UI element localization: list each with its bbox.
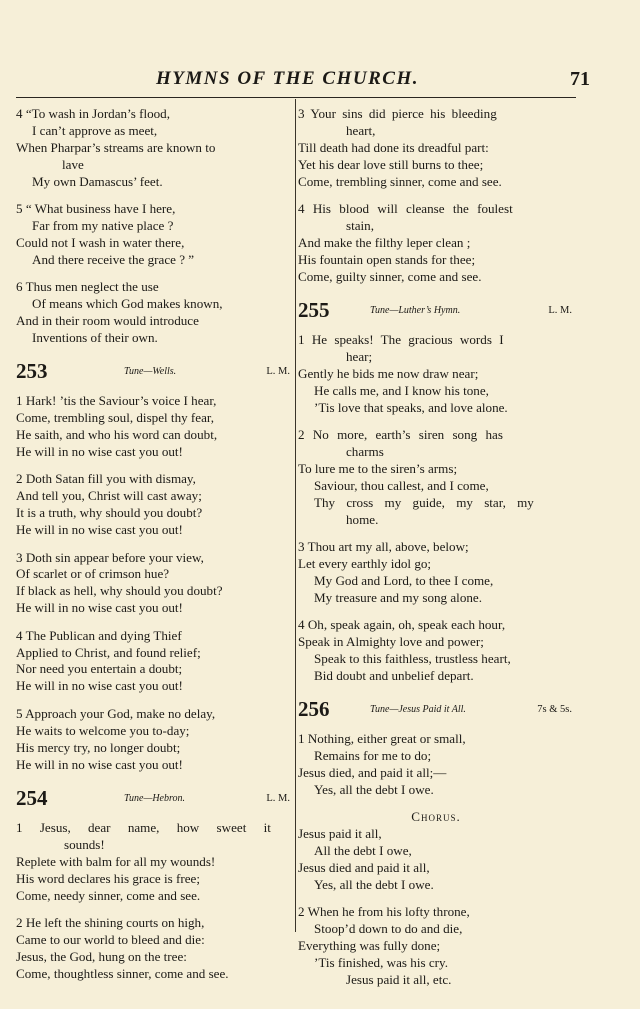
running-title: HYMNS OF THE CHURCH. <box>156 68 419 89</box>
left-column <box>16 106 292 993</box>
verse-line: 5 “ What business have I here, <box>16 201 176 217</box>
verse-line: home. <box>346 511 379 527</box>
stanza <box>16 550 292 618</box>
verse-line: Jesus paid it all, etc. <box>346 972 452 988</box>
stanza <box>16 706 292 774</box>
hymn-header-255 <box>298 296 574 326</box>
verse-line: Come, guilty sinner, come and see. <box>298 268 482 284</box>
verse-line: 4 The Publican and dying Thief <box>16 627 182 643</box>
stanza <box>298 731 574 799</box>
verse-line: Of means which God makes known, <box>32 296 223 312</box>
verse-line: And there receive the grace ? ” <box>32 251 195 267</box>
verse-line: 2 When he from his lofty throne, <box>298 904 470 920</box>
verse-line: Gently he bids me now draw near; <box>298 365 479 381</box>
verse-line: Jesus, the God, hung on the tree: <box>16 948 187 964</box>
verse-line: He will in no wise cast you out! <box>16 678 183 694</box>
verse-line: Let every earthly idol go; <box>298 555 432 571</box>
verse-line: lave <box>62 156 84 172</box>
page-header <box>16 68 590 94</box>
meter: L. M. <box>548 305 572 317</box>
verse-line: sounds! <box>64 836 105 852</box>
hymn-number: 255 <box>298 298 330 323</box>
verse-line: Of scarlet or of crimson hue? <box>16 566 170 582</box>
stanza <box>16 201 292 269</box>
verse-line: And make the filthy leper clean ; <box>298 234 471 250</box>
verse-line: hear; <box>346 348 373 364</box>
stanza <box>16 915 292 983</box>
verse-line: When Pharpar’s streams are known to <box>16 139 216 155</box>
stanza <box>16 820 292 905</box>
tune-name: Tune—Hebron. <box>124 792 186 804</box>
verse-line: Inventions of their own. <box>32 329 158 345</box>
stanza <box>16 628 292 696</box>
verse-line: He waits to welcome you to-day; <box>16 722 190 738</box>
verse-line: Yes, all the debt I owe. <box>314 782 434 797</box>
verse-line: Far from my native place ? <box>32 217 174 233</box>
verse-line: Bid doubt and unbelief depart. <box>314 667 474 683</box>
verse-line: Jesus died and paid it all, <box>298 860 430 876</box>
verse-line: His mercy try, no longer doubt; <box>16 739 181 755</box>
verse-line: It is a truth, why should you doubt? <box>16 505 203 521</box>
verse-line: Speak to this faithless, trustless heart, <box>314 650 511 666</box>
verse-line: His fountain open stands for thee; <box>298 251 476 267</box>
verse-line: 1 He speaks! The gracious words I <box>298 332 504 348</box>
meter: L. M. <box>266 366 290 378</box>
verse-line: My own Damascus’ feet. <box>32 173 163 189</box>
verse-line: 2 Doth Satan fill you with dismay, <box>16 471 196 487</box>
verse-line: Stoop’d down to do and die, <box>314 921 463 937</box>
verse-line: Replete with balm for all my wounds! <box>16 853 216 869</box>
verse-line: Come, needy sinner, come and see. <box>16 887 201 903</box>
verse-line: stain, <box>346 217 375 233</box>
stanza <box>16 106 292 191</box>
verse-line: 4 His blood will cleanse the foulest <box>298 201 513 217</box>
verse-line: 2 No more, earth’s siren song has <box>298 427 503 443</box>
verse-line: I can’t approve as meet, <box>32 122 158 138</box>
verse-line: Come, trembling soul, dispel thy fear, <box>16 410 215 426</box>
stanza <box>298 539 574 607</box>
verse-line: Saviour, thou callest, and I come, <box>314 477 489 493</box>
verse-line: Jesus paid it all, <box>298 826 382 842</box>
verse-line: Yet his dear love still burns to thee; <box>298 156 484 172</box>
verse-line: heart, <box>346 122 376 138</box>
verse-line: 3 Thou art my all, above, below; <box>298 539 469 555</box>
verse-line: 6 Thus men neglect the use <box>16 279 159 295</box>
verse-line: Could not I wash in water there, <box>16 234 185 250</box>
verse-line: Jesus died, and paid it all;— <box>298 765 447 781</box>
meter: L. M. <box>266 792 290 804</box>
page-number: 71 <box>570 68 590 90</box>
hymn-header-254 <box>16 784 292 814</box>
stanza <box>298 332 574 417</box>
verse-line: My treasure and my song alone. <box>314 589 482 605</box>
meter: 7s & 5s. <box>537 704 572 716</box>
stanza <box>298 106 574 191</box>
verse-line: 1 Nothing, either great or small, <box>298 731 466 747</box>
verse-line: Came to our world to bleed and die: <box>16 931 205 947</box>
verse-line: Thy cross my guide, my star, my <box>314 494 534 510</box>
verse-line: He calls me, and I know his tone, <box>314 382 489 398</box>
stanza <box>298 427 574 528</box>
hymn-number: 254 <box>16 785 48 810</box>
verse-line: Nor need you entertain a doubt; <box>16 661 183 677</box>
verse-line: To lure me to the siren’s arms; <box>298 460 458 476</box>
verse-line: 1 Hark! ’tis the Saviour’s voice I hear, <box>16 393 217 409</box>
stanza <box>16 393 292 461</box>
verse-line: ’Tis finished, was his cry. <box>314 955 448 971</box>
stanza <box>298 617 574 685</box>
hymn-header-253 <box>16 357 292 387</box>
stanza <box>16 471 292 539</box>
hymn-number: 256 <box>298 697 330 722</box>
verse-line: He will in no wise cast you out! <box>16 444 183 459</box>
verse-line: 5 Approach your God, make no delay, <box>16 705 216 721</box>
stanza <box>16 279 292 347</box>
stanza <box>298 904 574 989</box>
verse-line: My God and Lord, to thee I come, <box>314 572 494 588</box>
verse-line: 3 Your sins did pierce his bleeding <box>298 106 497 121</box>
verse-line: Applied to Christ, and found relief; <box>16 644 201 660</box>
tune-name: Tune—Wells. <box>124 366 177 378</box>
verse-line: And in their room would introduce <box>16 312 199 328</box>
right-column <box>298 106 574 999</box>
verse-line: And tell you, Christ will cast away; <box>16 488 202 504</box>
chorus-label: Chorus. <box>411 809 461 825</box>
verse-line: He will in no wise cast you out! <box>16 522 183 538</box>
verse-line: Yes, all the debt I owe. <box>314 877 434 893</box>
verse-line: Speak in Almighty love and power; <box>298 634 484 650</box>
verse-line: charms <box>346 444 384 459</box>
hymn-header-256 <box>298 695 574 725</box>
verse-line: If black as hell, why should you doubt? <box>16 583 223 599</box>
tune-name: Tune—Luther’s Hymn. <box>370 305 461 317</box>
chorus <box>298 826 574 894</box>
hymn-number: 253 <box>16 359 48 384</box>
verse-line: Come, thoughtless sinner, come and see. <box>16 965 229 981</box>
column-divider <box>295 99 296 932</box>
verse-line: ’Tis love that speaks, and love alone. <box>314 399 508 415</box>
verse-line: His word declares his grace is free; <box>16 870 200 886</box>
verse-line: All the debt I owe, <box>314 843 412 859</box>
verse-line: 3 Doth sin appear before your view, <box>16 549 204 565</box>
verse-line: Remains for me to do; <box>314 748 432 764</box>
verse-line: Come, trembling sinner, come and see. <box>298 173 502 189</box>
verse-line: Everything was fully done; <box>298 938 441 954</box>
verse-line: He will in no wise cast you out! <box>16 756 183 772</box>
verse-line: He saith, and who his word can doubt, <box>16 427 218 443</box>
header-rule <box>16 97 576 98</box>
verse-line: He will in no wise cast you out! <box>16 600 183 616</box>
verse-line: 1 Jesus, dear name, how sweet it <box>16 819 271 835</box>
verse-line: Till death had done its dreadful part: <box>298 139 489 155</box>
verse-line: 4 “To wash in Jordan’s flood, <box>16 106 171 121</box>
verse-line: 2 He left the shining courts on high, <box>16 914 205 930</box>
verse-line: 4 Oh, speak again, oh, speak each hour, <box>298 617 506 633</box>
stanza <box>298 201 574 286</box>
tune-name: Tune—Jesus Paid it All. <box>370 704 466 716</box>
